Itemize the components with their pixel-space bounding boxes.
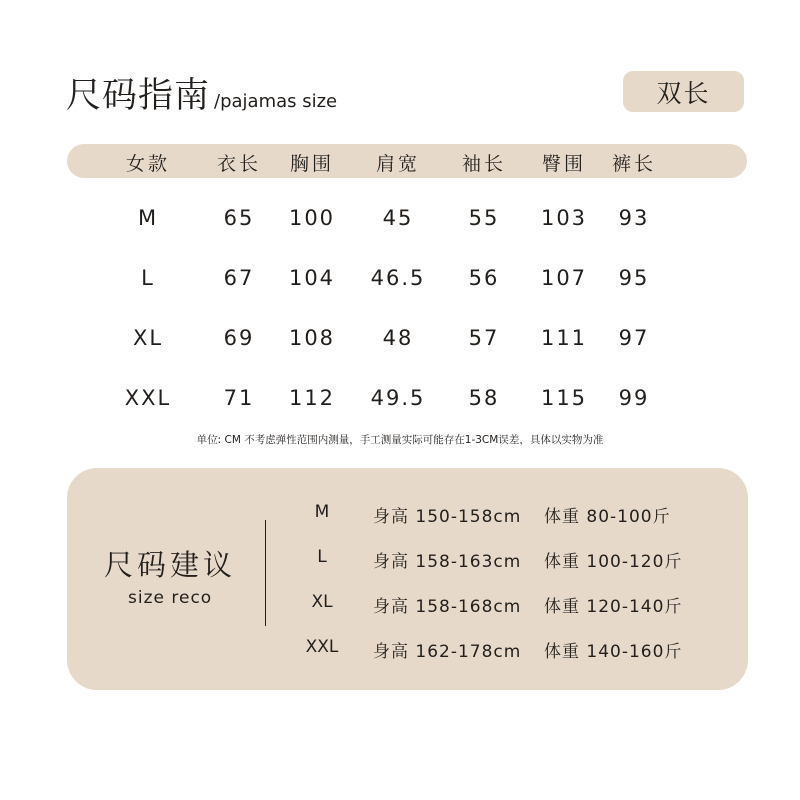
- table-cell: 65: [223, 206, 255, 230]
- column-header: 裤长: [611, 153, 657, 175]
- table-cell: 99: [618, 386, 650, 410]
- reco-height: 身高 158-168cm: [373, 597, 522, 617]
- table-row: [67, 326, 747, 356]
- table-cell: XXL: [124, 386, 172, 410]
- size-table-header: [67, 144, 747, 178]
- page-title: [66, 68, 337, 118]
- style-badge: 双长: [623, 71, 744, 112]
- reco-size: XXL: [305, 637, 339, 657]
- table-cell: 103: [540, 206, 588, 230]
- reco-size: M: [314, 502, 330, 522]
- reco-size: L: [317, 547, 327, 567]
- table-cell: 57: [468, 326, 500, 350]
- table-row: [67, 266, 747, 296]
- reco-weight: 体重 80-100斤: [544, 507, 671, 527]
- table-cell: 108: [288, 326, 336, 350]
- column-header: 衣长: [216, 153, 262, 175]
- table-cell: 111: [540, 326, 588, 350]
- recommendation-row: [0, 592, 800, 620]
- reco-weight: 体重 140-160斤: [544, 642, 683, 662]
- table-row: [67, 386, 747, 416]
- reco-weight: 体重 120-140斤: [544, 597, 683, 617]
- table-cell: 95: [618, 266, 650, 290]
- column-header: 袖长: [461, 153, 507, 175]
- recommendation-title: 尺码建议: [104, 548, 237, 582]
- table-cell: 97: [618, 326, 650, 350]
- table-cell: 69: [223, 326, 255, 350]
- column-header: 女款: [125, 153, 171, 175]
- recommendation-row: [0, 547, 800, 575]
- title-main: 尺码指南: [66, 76, 211, 116]
- recommendation-row: [0, 637, 800, 665]
- table-cell: 56: [468, 266, 500, 290]
- table-cell: 107: [540, 266, 588, 290]
- reco-size: XL: [311, 592, 333, 612]
- table-cell: M: [137, 206, 159, 230]
- table-cell: 71: [223, 386, 255, 410]
- table-cell: L: [141, 266, 155, 290]
- table-row: [67, 206, 747, 236]
- table-cell: XL: [132, 326, 164, 350]
- column-header: 肩宽: [375, 153, 421, 175]
- title-subtitle: /pajamas size: [214, 91, 338, 112]
- table-cell: 48: [382, 326, 414, 350]
- reco-height: 身高 150-158cm: [373, 507, 522, 527]
- table-cell: 58: [468, 386, 500, 410]
- table-cell: 67: [223, 266, 255, 290]
- column-header: 臀围: [541, 153, 587, 175]
- table-cell: 46.5: [370, 266, 426, 290]
- column-header: 胸围: [289, 153, 335, 175]
- table-cell: 49.5: [370, 386, 426, 410]
- reco-height: 身高 158-163cm: [373, 552, 522, 572]
- table-cell: 93: [618, 206, 650, 230]
- table-cell: 55: [468, 206, 500, 230]
- table-cell: 115: [540, 386, 588, 410]
- reco-height: 身高 162-178cm: [373, 642, 522, 662]
- table-cell: 100: [288, 206, 336, 230]
- measurement-note: 单位: CM 不考虑弹性范围内测量，手工测量实际可能存在1-3CM误差，具体以实物为准: [196, 434, 604, 446]
- table-cell: 112: [288, 386, 336, 410]
- recommendation-row: [0, 502, 800, 530]
- table-cell: 104: [288, 266, 336, 290]
- table-cell: 45: [382, 206, 414, 230]
- reco-weight: 体重 100-120斤: [544, 552, 683, 572]
- recommendation-subtitle: size reco: [128, 588, 213, 608]
